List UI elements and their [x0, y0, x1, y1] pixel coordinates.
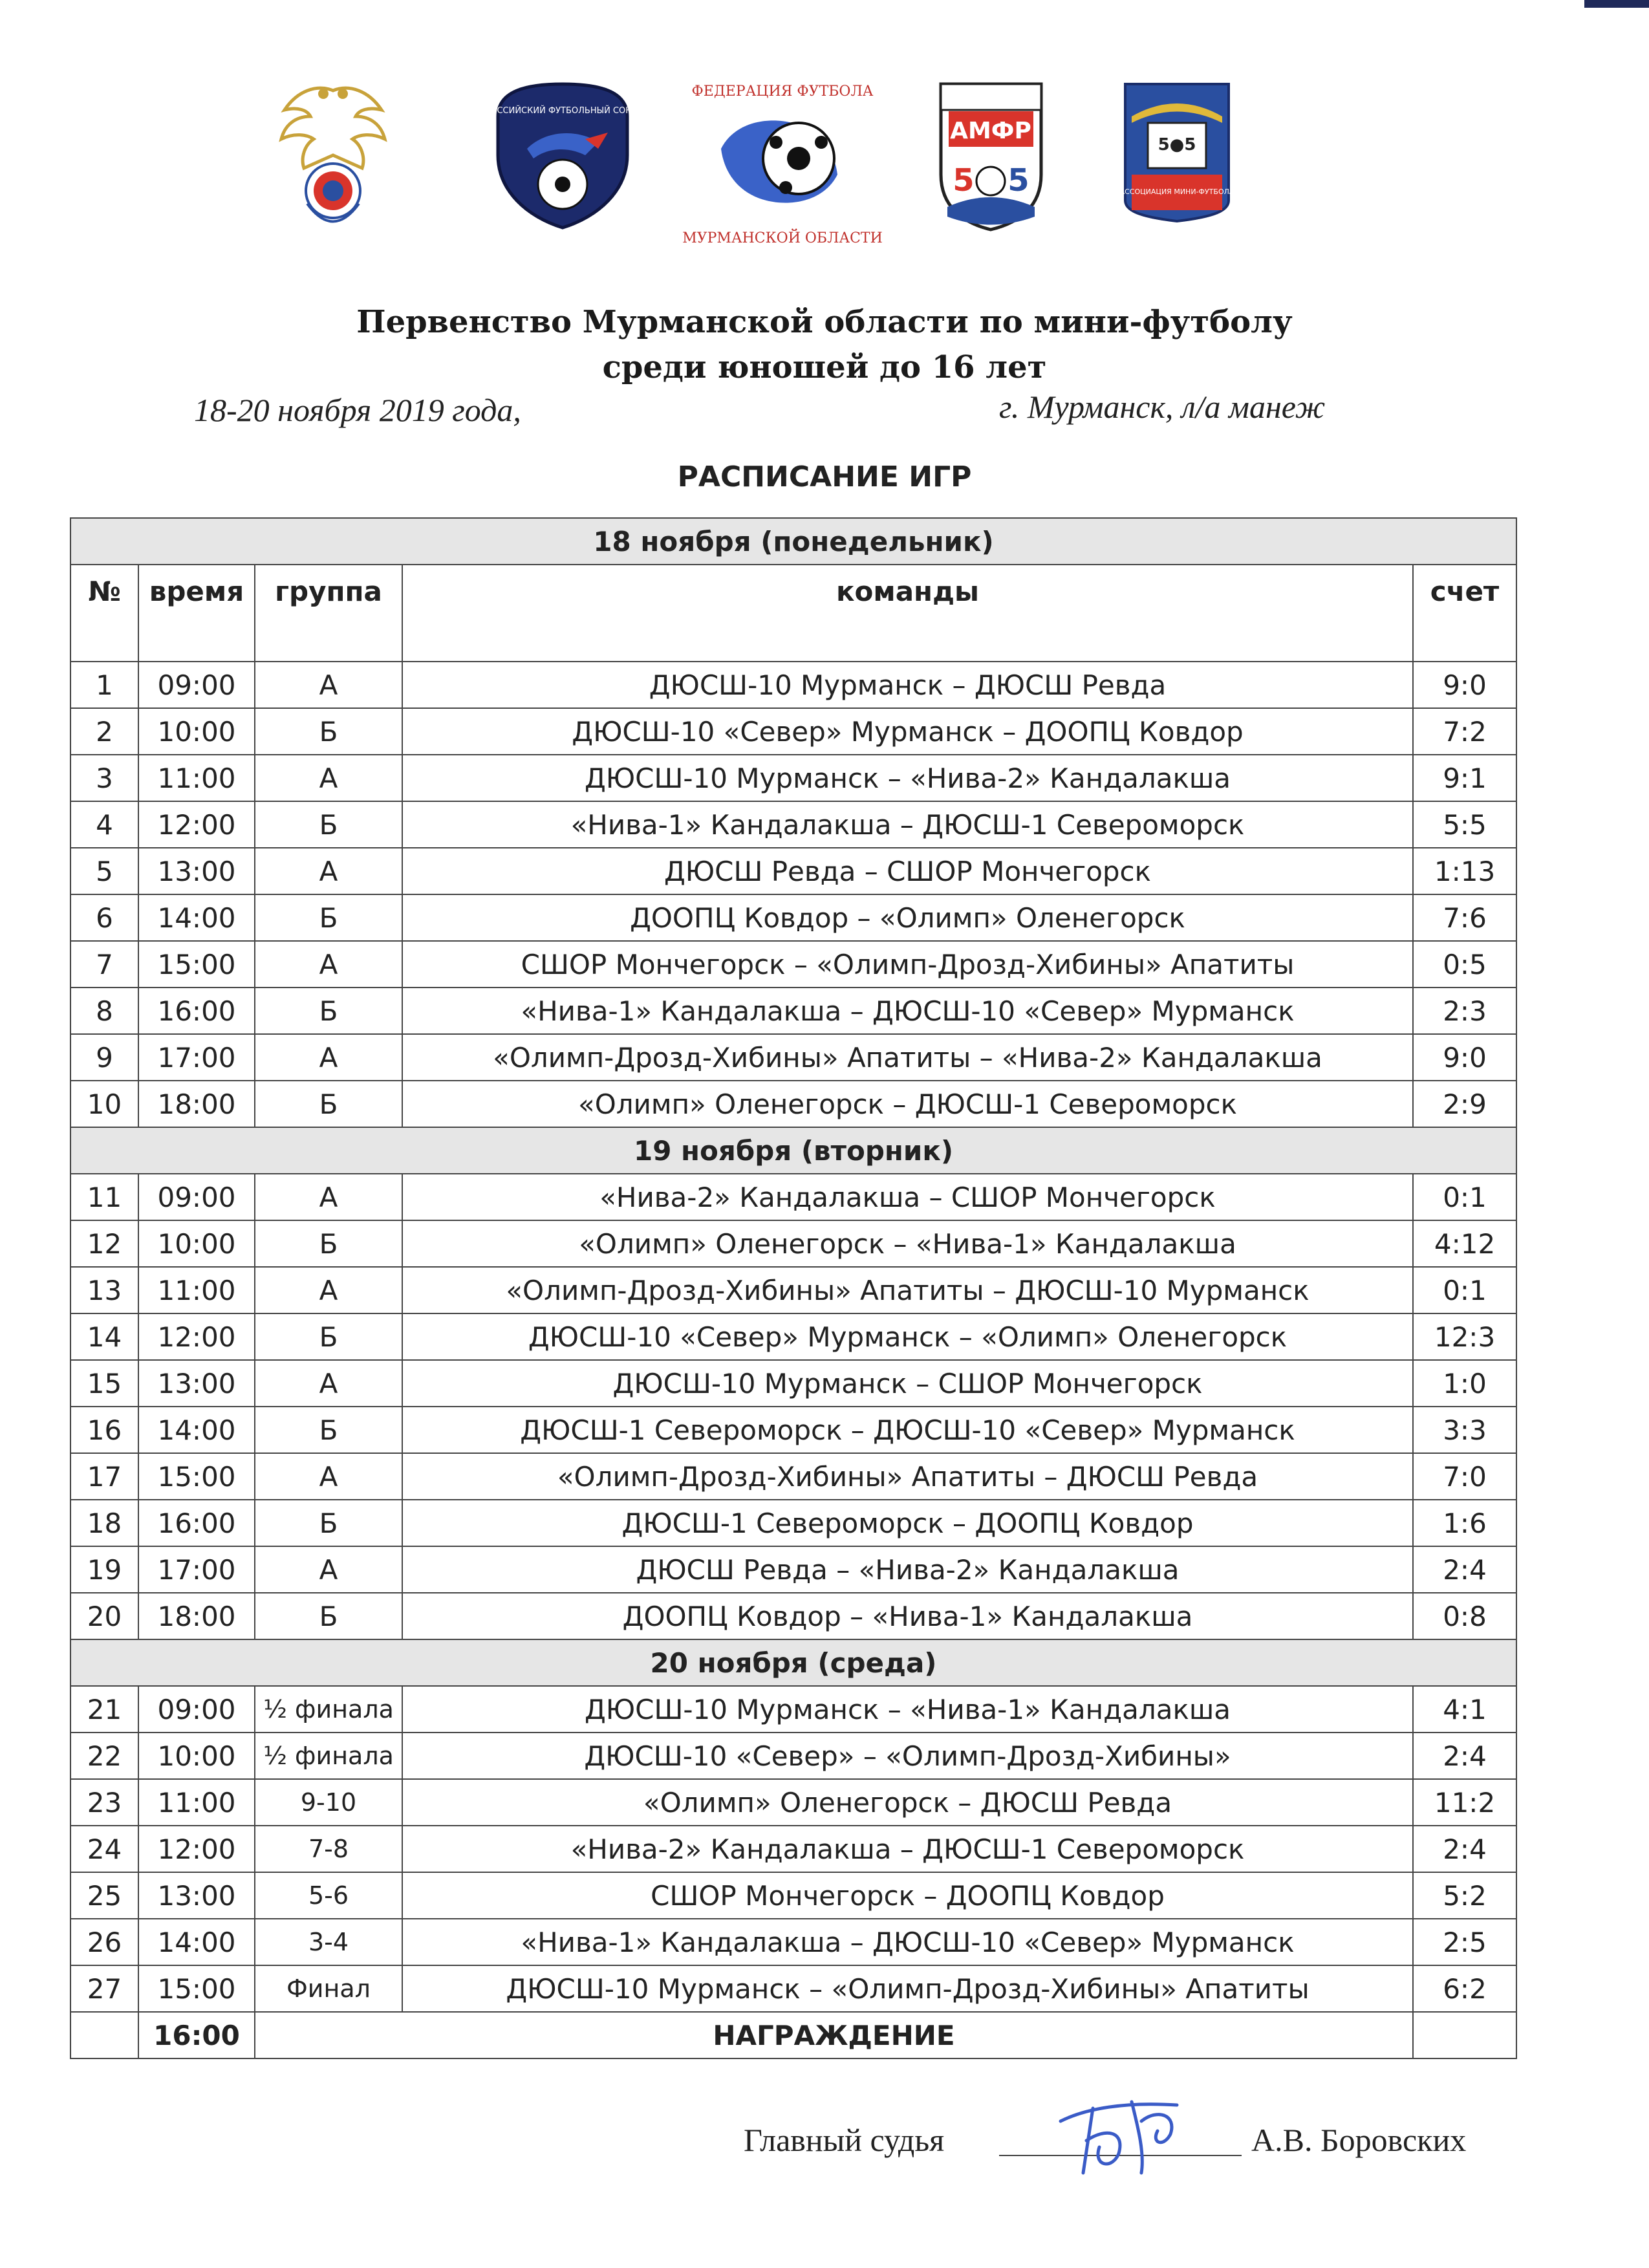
- match-score: 0:1: [1413, 1267, 1516, 1313]
- match-number: 18: [70, 1500, 138, 1546]
- match-number: 24: [70, 1826, 138, 1872]
- match-group: А: [255, 941, 402, 988]
- day-header-row: [70, 1639, 1516, 1686]
- match-score: 11:2: [1413, 1779, 1516, 1826]
- match-time: 11:00: [138, 755, 255, 801]
- match-group: Б: [255, 1081, 402, 1127]
- match-group: Б: [255, 801, 402, 848]
- match-score: 4:1: [1413, 1686, 1516, 1733]
- match-teams: СШОР Мончегорск – «Олимп-Дрозд-Хибины» Апатиты: [402, 941, 1413, 988]
- match-teams: ДЮСШ-1 Североморск – ДЮСШ-10 «Север» Мурманск: [402, 1407, 1413, 1453]
- match-teams: ДЮСШ-1 Североморск – ДООПЦ Ковдор: [402, 1500, 1413, 1546]
- match-teams: ДЮСШ Ревда – СШОР Мончегорск: [402, 848, 1413, 894]
- logo-text: МУРМАНСКОЙ ОБЛАСТИ: [682, 230, 883, 246]
- match-number: 22: [70, 1733, 138, 1779]
- match-row: [70, 1593, 1516, 1639]
- match-group: Б: [255, 1500, 402, 1546]
- match-number: 25: [70, 1872, 138, 1919]
- match-number: 2: [70, 708, 138, 755]
- match-score: 0:8: [1413, 1593, 1516, 1639]
- match-score: 1:0: [1413, 1360, 1516, 1407]
- match-group: ½ финала: [255, 1733, 402, 1779]
- match-group: Б: [255, 988, 402, 1034]
- match-group: А: [255, 1034, 402, 1081]
- match-time: 16:00: [138, 988, 255, 1034]
- day-header-row: [70, 1127, 1516, 1174]
- match-number: 11: [70, 1174, 138, 1220]
- match-group: Б: [255, 1220, 402, 1267]
- match-row: [70, 662, 1516, 708]
- match-row: [70, 1360, 1516, 1407]
- header-number: №: [70, 565, 138, 662]
- match-number: 21: [70, 1686, 138, 1733]
- match-time: 09:00: [138, 1686, 255, 1733]
- match-score: 0:1: [1413, 1174, 1516, 1220]
- amfr-logo: [934, 78, 1048, 233]
- match-group: Б: [255, 1593, 402, 1639]
- match-group: А: [255, 848, 402, 894]
- schedule-heading: РАСПИСАНИЕ ИГР: [677, 460, 972, 493]
- logo-text: 5●5: [1158, 135, 1196, 155]
- match-number: 19: [70, 1546, 138, 1593]
- match-score: 1:6: [1413, 1500, 1516, 1546]
- logo-row: [0, 78, 1649, 246]
- event-location: г. Мурманск, л/а манеж: [999, 389, 1326, 425]
- match-time: 11:00: [138, 1267, 255, 1313]
- match-teams: «Олимп» Оленегорск – ДЮСШ Ревда: [402, 1779, 1413, 1826]
- match-score: 7:6: [1413, 894, 1516, 941]
- match-row: [70, 1267, 1516, 1313]
- match-row: [70, 1919, 1516, 1965]
- match-score: 5:5: [1413, 801, 1516, 848]
- logo-text: 5: [1008, 162, 1029, 199]
- match-score: 12:3: [1413, 1313, 1516, 1360]
- header-time: время: [138, 565, 255, 662]
- match-number: 12: [70, 1220, 138, 1267]
- match-group: А: [255, 1546, 402, 1593]
- match-teams: «Олимп-Дрозд-Хибины» Апатиты – «Нива-2» Кандалакша: [402, 1034, 1413, 1081]
- match-row: [70, 1500, 1516, 1546]
- match-number: 5: [70, 848, 138, 894]
- match-score: 7:2: [1413, 708, 1516, 755]
- match-number: 6: [70, 894, 138, 941]
- match-row: [70, 1826, 1516, 1872]
- match-teams: ДООПЦ Ковдор – «Олимп» Оленегорск: [402, 894, 1413, 941]
- match-score: 2:4: [1413, 1546, 1516, 1593]
- award-score-empty: [1413, 2012, 1516, 2058]
- match-time: 13:00: [138, 1360, 255, 1407]
- match-teams: ДЮСШ-10 «Север» – «Олимп-Дрозд-Хибины»: [402, 1733, 1413, 1779]
- header-teams: команды: [402, 565, 1413, 662]
- match-row: [70, 1965, 1516, 2012]
- match-teams: ДЮСШ-10 Мурманск – «Олимп-Дрозд-Хибины» Апатиты: [402, 1965, 1413, 2012]
- match-teams: ДЮСШ-10 Мурманск – «Нива-2» Кандалакша: [402, 755, 1413, 801]
- match-number: 15: [70, 1360, 138, 1407]
- match-number: 14: [70, 1313, 138, 1360]
- match-teams: ДЮСШ-10 Мурманск – ДЮСШ Ревда: [402, 662, 1413, 708]
- logo-text: ФЕДЕРАЦИЯ ФУТБОЛА: [691, 83, 874, 100]
- match-row: [70, 1034, 1516, 1081]
- match-group: Б: [255, 1407, 402, 1453]
- chief-referee-label: Главный судья: [744, 2122, 945, 2158]
- match-group: А: [255, 1360, 402, 1407]
- logo-text: 5: [953, 162, 975, 199]
- day-label: 20 ноября (среда): [70, 1639, 1516, 1686]
- table-header-row: [70, 565, 1516, 662]
- match-group: 5-6: [255, 1872, 402, 1919]
- match-time: 15:00: [138, 1453, 255, 1500]
- match-group: А: [255, 1174, 402, 1220]
- match-score: 5:2: [1413, 1872, 1516, 1919]
- match-time: 09:00: [138, 662, 255, 708]
- match-group: Б: [255, 894, 402, 941]
- match-score: 9:1: [1413, 755, 1516, 801]
- match-score: 0:5: [1413, 941, 1516, 988]
- match-teams: «Нива-2» Кандалакша – ДЮСШ-1 Североморск: [402, 1826, 1413, 1872]
- match-time: 15:00: [138, 941, 255, 988]
- match-number: 13: [70, 1267, 138, 1313]
- match-time: 17:00: [138, 1546, 255, 1593]
- murmansk-federation-logo: [682, 78, 883, 252]
- day-header-row: [70, 518, 1516, 565]
- match-number: 10: [70, 1081, 138, 1127]
- event-dates: 18-20 ноября 2019 года,: [194, 392, 521, 428]
- match-row: [70, 988, 1516, 1034]
- match-score: 3:3: [1413, 1407, 1516, 1453]
- match-teams: СШОР Мончегорск – ДООПЦ Ковдор: [402, 1872, 1413, 1919]
- match-time: 18:00: [138, 1081, 255, 1127]
- match-time: 10:00: [138, 1733, 255, 1779]
- match-number: 3: [70, 755, 138, 801]
- match-row: [70, 1779, 1516, 1826]
- logo-text: АССОЦИАЦИЯ МИНИ-ФУТБОЛА: [1119, 188, 1234, 196]
- match-group: ½ финала: [255, 1686, 402, 1733]
- day-label: 19 ноября (вторник): [70, 1127, 1516, 1174]
- match-time: 13:00: [138, 1872, 255, 1919]
- match-score: 2:3: [1413, 988, 1516, 1034]
- match-teams: ДЮСШ-10 «Север» Мурманск – ДООПЦ Ковдор: [402, 708, 1413, 755]
- match-time: 12:00: [138, 1826, 255, 1872]
- match-score: 9:0: [1413, 1034, 1516, 1081]
- document-title-line2: среди юношей до 16 лет: [602, 349, 1047, 385]
- match-score: 2:4: [1413, 1733, 1516, 1779]
- match-time: 09:00: [138, 1174, 255, 1220]
- match-score: 4:12: [1413, 1220, 1516, 1267]
- match-number: 1: [70, 662, 138, 708]
- match-row: [70, 848, 1516, 894]
- match-teams: ДЮСШ-10 Мурманск – СШОР Мончегорск: [402, 1360, 1413, 1407]
- match-row: [70, 801, 1516, 848]
- document-title-line1: Первенство Мурманской области по мини-футболу: [356, 304, 1293, 340]
- scan-corner-mark: [1584, 0, 1649, 8]
- chief-referee-name: А.В. Боровских: [1251, 2122, 1467, 2158]
- match-row: [70, 1313, 1516, 1360]
- match-number: 16: [70, 1407, 138, 1453]
- logo-text: АМФР: [950, 118, 1031, 144]
- match-group: А: [255, 1267, 402, 1313]
- match-number: 9: [70, 1034, 138, 1081]
- match-teams: ДЮСШ Ревда – «Нива-2» Кандалакша: [402, 1546, 1413, 1593]
- schedule-table: [70, 517, 1517, 2059]
- header-score: счет: [1413, 565, 1516, 662]
- russian-football-union-logo: [272, 78, 394, 246]
- award-label: НАГРАЖДЕНИЕ: [255, 2012, 1413, 2058]
- match-time: 12:00: [138, 1313, 255, 1360]
- match-teams: ДООПЦ Ковдор – «Нива-1» Кандалакша: [402, 1593, 1413, 1639]
- match-number: 23: [70, 1779, 138, 1826]
- match-score: 2:9: [1413, 1081, 1516, 1127]
- match-score: 7:0: [1413, 1453, 1516, 1500]
- match-row: [70, 1872, 1516, 1919]
- match-teams: «Олимп-Дрозд-Хибины» Апатиты – ДЮСШ Ревда: [402, 1453, 1413, 1500]
- match-time: 14:00: [138, 894, 255, 941]
- match-number: 27: [70, 1965, 138, 2012]
- match-teams: «Олимп-Дрозд-Хибины» Апатиты – ДЮСШ-10 Мурманск: [402, 1267, 1413, 1313]
- match-row: [70, 894, 1516, 941]
- match-row: [70, 1081, 1516, 1127]
- match-group: А: [255, 1453, 402, 1500]
- match-group: Б: [255, 1313, 402, 1360]
- match-time: 13:00: [138, 848, 255, 894]
- match-teams: «Нива-1» Кандалакша – ДЮСШ-10 «Север» Мурманск: [402, 988, 1413, 1034]
- match-row: [70, 1453, 1516, 1500]
- match-row: [70, 1686, 1516, 1733]
- handwritten-signature: [1048, 2082, 1216, 2183]
- match-score: 6:2: [1413, 1965, 1516, 2012]
- match-row: [70, 1407, 1516, 1453]
- match-number: 7: [70, 941, 138, 988]
- match-time: 11:00: [138, 1779, 255, 1826]
- match-time: 14:00: [138, 1407, 255, 1453]
- match-time: 17:00: [138, 1034, 255, 1081]
- match-row: [70, 1546, 1516, 1593]
- match-group: 9-10: [255, 1779, 402, 1826]
- match-group: Б: [255, 708, 402, 755]
- award-row: [70, 2012, 1516, 2058]
- match-row: [70, 1220, 1516, 1267]
- match-number: 26: [70, 1919, 138, 1965]
- match-teams: «Нива-1» Кандалакша – ДЮСШ-1 Североморск: [402, 801, 1413, 848]
- match-time: 16:00: [138, 1500, 255, 1546]
- match-time: 12:00: [138, 801, 255, 848]
- logo-text: РОССИЙСКИЙ ФУТБОЛЬНЫЙ СОЮЗ: [485, 106, 640, 116]
- amfmo-logo: [1119, 78, 1235, 226]
- match-score: 2:5: [1413, 1919, 1516, 1965]
- match-score: 1:13: [1413, 848, 1516, 894]
- match-time: 18:00: [138, 1593, 255, 1639]
- match-time: 10:00: [138, 708, 255, 755]
- match-row: [70, 708, 1516, 755]
- match-row: [70, 941, 1516, 988]
- match-time: 14:00: [138, 1919, 255, 1965]
- match-group: А: [255, 755, 402, 801]
- match-score: 2:4: [1413, 1826, 1516, 1872]
- award-time: 16:00: [138, 2012, 255, 2058]
- day-label: 18 ноября (понедельник): [70, 518, 1516, 565]
- award-empty-cell: [70, 2012, 138, 2058]
- match-group: Финал: [255, 1965, 402, 2012]
- match-score: 9:0: [1413, 662, 1516, 708]
- match-teams: ДЮСШ-10 «Север» Мурманск – «Олимп» Оленегорск: [402, 1313, 1413, 1360]
- north-west-football-union-logo: [485, 78, 640, 233]
- match-teams: «Нива-2» Кандалакша – СШОР Мончегорск: [402, 1174, 1413, 1220]
- match-teams: «Олимп» Оленегорск – «Нива-1» Кандалакша: [402, 1220, 1413, 1267]
- match-number: 20: [70, 1593, 138, 1639]
- match-number: 4: [70, 801, 138, 848]
- match-number: 8: [70, 988, 138, 1034]
- match-group: А: [255, 662, 402, 708]
- match-row: [70, 1174, 1516, 1220]
- match-teams: «Олимп» Оленегорск – ДЮСШ-1 Североморск: [402, 1081, 1413, 1127]
- match-teams: «Нива-1» Кандалакша – ДЮСШ-10 «Север» Мурманск: [402, 1919, 1413, 1965]
- match-number: 17: [70, 1453, 138, 1500]
- match-group: 7-8: [255, 1826, 402, 1872]
- match-group: 3-4: [255, 1919, 402, 1965]
- match-teams: ДЮСШ-10 Мурманск – «Нива-1» Кандалакша: [402, 1686, 1413, 1733]
- header-group: группа: [255, 565, 402, 662]
- match-row: [70, 1733, 1516, 1779]
- match-time: 10:00: [138, 1220, 255, 1267]
- match-time: 15:00: [138, 1965, 255, 2012]
- match-row: [70, 755, 1516, 801]
